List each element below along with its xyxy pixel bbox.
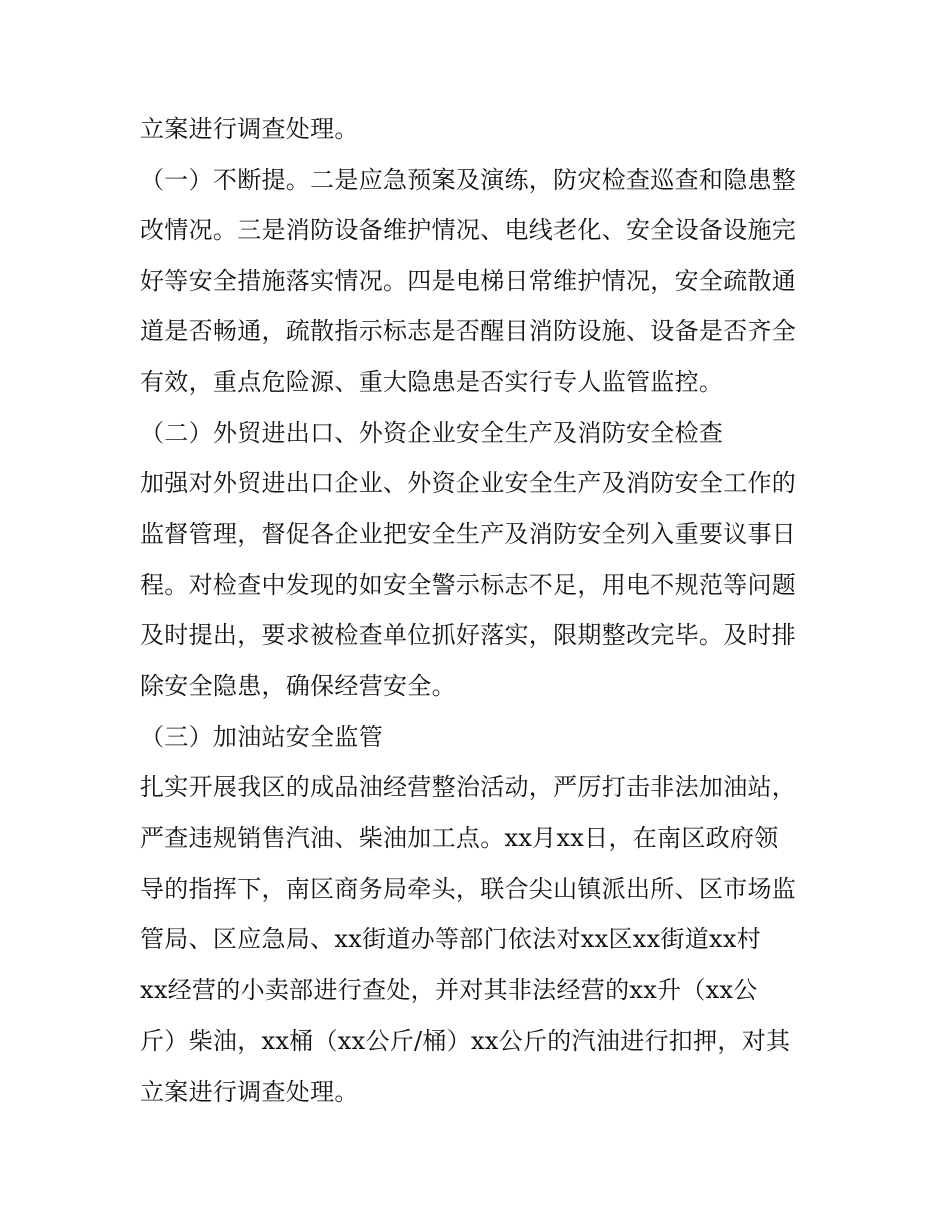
paragraph-line: 监督管理，督促各企业把安全生产及消防安全列入重要议事日 <box>140 520 797 548</box>
paragraph-line: 改情况。三是消防设备维护情况、电线老化、安全设备设施完 <box>140 216 797 244</box>
section-heading-line: （一）不断提。二是应急预案及演练，防灾检查巡查和隐患整 <box>140 166 797 194</box>
paragraph-line: 有效，重点危险源、重大隐患是否实行专人监管监控。 <box>140 368 724 396</box>
paragraph-line: 管局、区应急局、xx街道办等部门依法对xx区xx街道xx村 <box>140 925 761 953</box>
paragraph-line: 道是否畅通，疏散指示标志是否醒目消防设施、设备是否齐全 <box>140 317 797 345</box>
paragraph-line: 及时提出，要求被检查单位抓好落实，限期整改完毕。及时排 <box>140 621 797 649</box>
paragraph-line: 加强对外贸进出口企业、外资企业安全生产及消防安全工作的 <box>140 469 797 497</box>
paragraph-line: 除安全隐患，确保经营安全。 <box>140 672 456 700</box>
paragraph-line: 斤）柴油，xx桶（xx公斤/桶）xx公斤的汽油进行扣押，对其 <box>140 1027 791 1055</box>
paragraph-line: 立案进行调查处理。 <box>140 1078 359 1106</box>
section-heading-line: （二）外贸进出口、外资企业安全生产及消防安全检查 <box>140 419 724 447</box>
paragraph-line: 好等安全措施落实情况。四是电梯日常维护情况，安全疏散通 <box>140 267 797 295</box>
paragraph-line: xx经营的小卖部进行查处，并对其非法经营的xx升（xx公 <box>140 976 758 1004</box>
paragraph-line: 程。对检查中发现的如安全警示标志不足，用电不规范等问题 <box>140 571 797 599</box>
section-heading-line: （三）加油站安全监管 <box>140 723 383 751</box>
paragraph-line: 导的指挥下，南区商务局牵头，联合尖山镇派出所、区市场监 <box>140 875 797 903</box>
paragraph-line: 扎实开展我区的成品油经营整治活动，严厉打击非法加油站， <box>140 773 797 801</box>
paragraph-line: 立案进行调查处理。 <box>140 115 359 143</box>
paragraph-line: 严查违规销售汽油、柴油加工点。xx月xx日，在南区政府领 <box>140 824 779 852</box>
